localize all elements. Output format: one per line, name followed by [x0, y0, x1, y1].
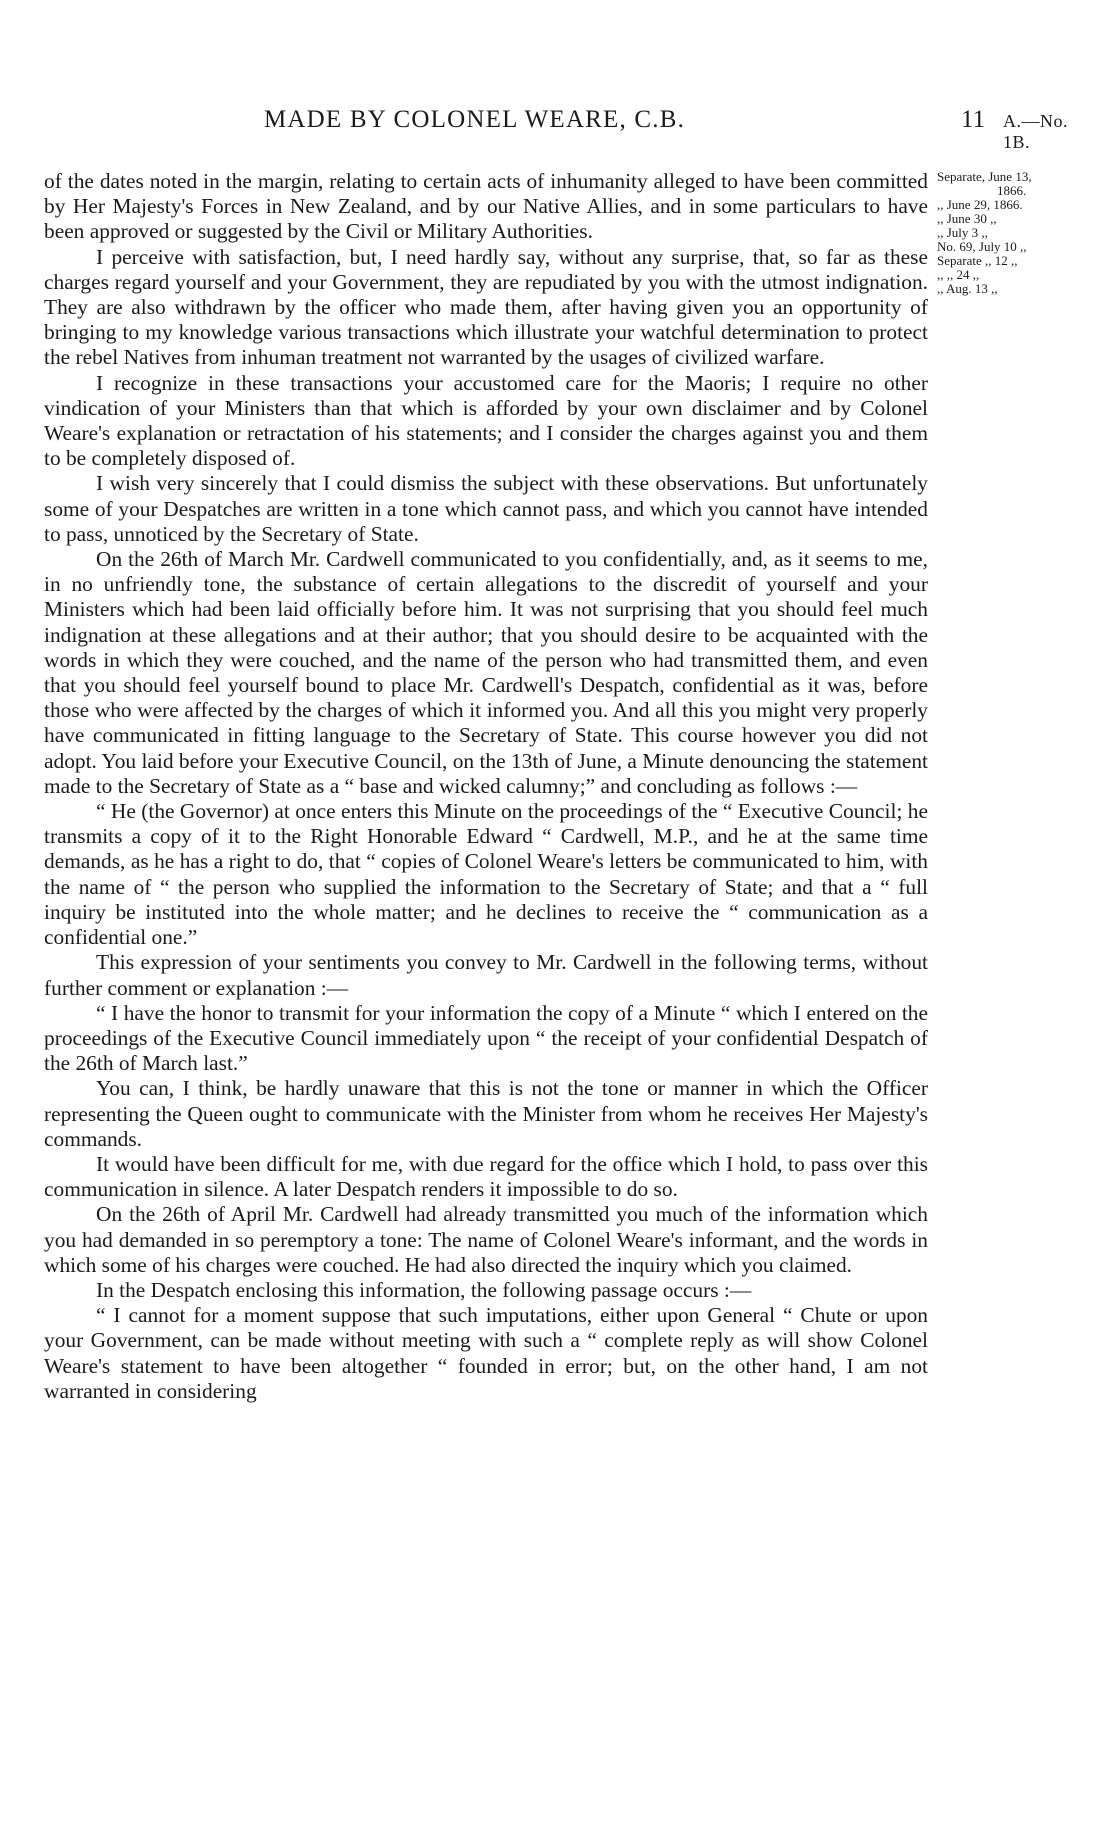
- margin-note: Separate, June 13,: [937, 169, 1032, 184]
- paragraph: In the Despatch enclosing this information, the following passage occurs :—: [96, 1277, 752, 1302]
- margin-note: ,, July 3 ,,: [937, 225, 988, 240]
- margin-note: ,, June 30 ,,: [937, 211, 997, 226]
- paragraph: This expression of your sentiments you convey to Mr. Cardwell in the following terms, without further comment or explanation :—: [44, 950, 928, 1000]
- margin-note: ,, ,, 24 ,,: [937, 267, 980, 282]
- paragraph: I recognize in these transactions your accustomed care for the Maoris; I require no other vindication of your Ministers than that which is afforded by your own disclaimer and by Colonel Weare's explanation or retractation of his statements; and I consider the charges against you and them to be completely disposed of.: [44, 370, 928, 471]
- margin-note: Separate ,, 12 ,,: [937, 253, 1018, 268]
- margin-note: ,, Aug. 13 ,,: [937, 281, 998, 296]
- margin-notes: [937, 170, 1087, 296]
- margin-note: ,, June 29, 1866.: [937, 197, 1023, 212]
- margin-note: No. 69, July 10 ,,: [937, 239, 1027, 254]
- quoted-despatch: “ I have the honor to transmit for your information the copy of a Minute “ which I entered on the proceedings of the Executive Council immediately upon “ the receipt of your confidential Despatch of the 26th of March last.”: [44, 1000, 928, 1076]
- page-header: [44, 106, 1084, 152]
- quoted-passage: “ I cannot for a moment suppose that such imputations, either upon General “ Chute or upon your Government, can be made without meeting with such a “ complete reply as will show Colonel Weare's statement to have been altogether “ founded in error; but, on the other hand, I am not warranted in considering: [44, 1303, 928, 1403]
- page-number: 11: [961, 106, 986, 133]
- paragraph: On the 26th of April Mr. Cardwell had already transmitted you much of the information which you had demanded in so peremptory a tone: The name of Colonel Weare's informant, and the words in which some of his charges were couched. He had also directed the inquiry which you claimed.: [44, 1202, 928, 1277]
- paragraph: It would have been difficult for me, with due regard for the office which I hold, to pass over this communication in silence. A later Despatch renders it impossible to do so.: [44, 1151, 928, 1202]
- paragraph: On the 26th of March Mr. Cardwell communicated to you confidentially, and, as it seems to me, in no unfriendly tone, the substance of certain allegations to the discredit of yourself and your Ministers which had been laid officially before him. It was not surprising that you should feel much indignation at these allegations and at their author; that you should desire to be acquainted with the words in which they were couched, and the name of the person who had transmitted them, and even that you should feel yourself bound to place Mr. Cardwell's Despatch, confidential as it was, before those who were affected by the charges of which it informed you. And all this you might very properly have communicated in fitting language to the Secretary of State. This course however you did not adopt. You laid before your Executive Council, on the 13th of June, a Minute denouncing the statement made to the Secretary of State as a “ base and wicked calumny;” and concluding as follows :—: [44, 547, 928, 798]
- paragraph: You can, I think, be hardly unaware that this is not the tone or manner in which the Officer representing the Queen ought to communicate with the Minister from whom he receives Her Majesty's commands.: [44, 1076, 928, 1151]
- paragraph: of the dates noted in the margin, relating to certain acts of inhumanity alleged to have been committed by Her Majesty's Forces in New Zealand, and by our Native Allies, and in some particulars to have been approved or suggested by the Civil or Military Authorities.: [44, 169, 928, 244]
- running-title: MADE BY COLONEL WEARE, C.B.: [264, 106, 686, 133]
- quoted-minute: “ He (the Governor) at once enters this Minute on the proceedings of the “ Executive Council; he transmits a copy of it to the Right Honorable Edward “ Cardwell, M.P., and he at the same time demands, as he has a right to do, that “ copies of Colonel Weare's letters be communicated to him, with the name of “ the person who supplied the information to the Secretary of State; and that a “ full inquiry be instituted into the whole matter; and he declines to receive the “ communication as a confidential one.”: [44, 799, 928, 950]
- paragraph: I perceive with satisfaction, but, I need hardly say, without any surprise, that, so far as these charges regard yourself and your Government, they are repudiated by you with the utmost indignation. They are also withdrawn by the officer who made them, after having given you an opportunity of bringing to my knowledge various transactions which illustrate your watchful determination to protect the rebel Natives from inhuman treatment not warranted by the usages of civilized warfare.: [44, 244, 928, 370]
- letter-body: [44, 169, 928, 1404]
- paragraph: I wish very sincerely that I could dismiss the subject with these observations. But unfortunately some of your Despatches are written in a tone which cannot pass, and which you cannot have intended to pass, unnoticed by the Secretary of State.: [44, 471, 928, 546]
- document-reference: A.—No. 1B.: [1003, 111, 1068, 152]
- margin-note: 1866.: [997, 183, 1027, 198]
